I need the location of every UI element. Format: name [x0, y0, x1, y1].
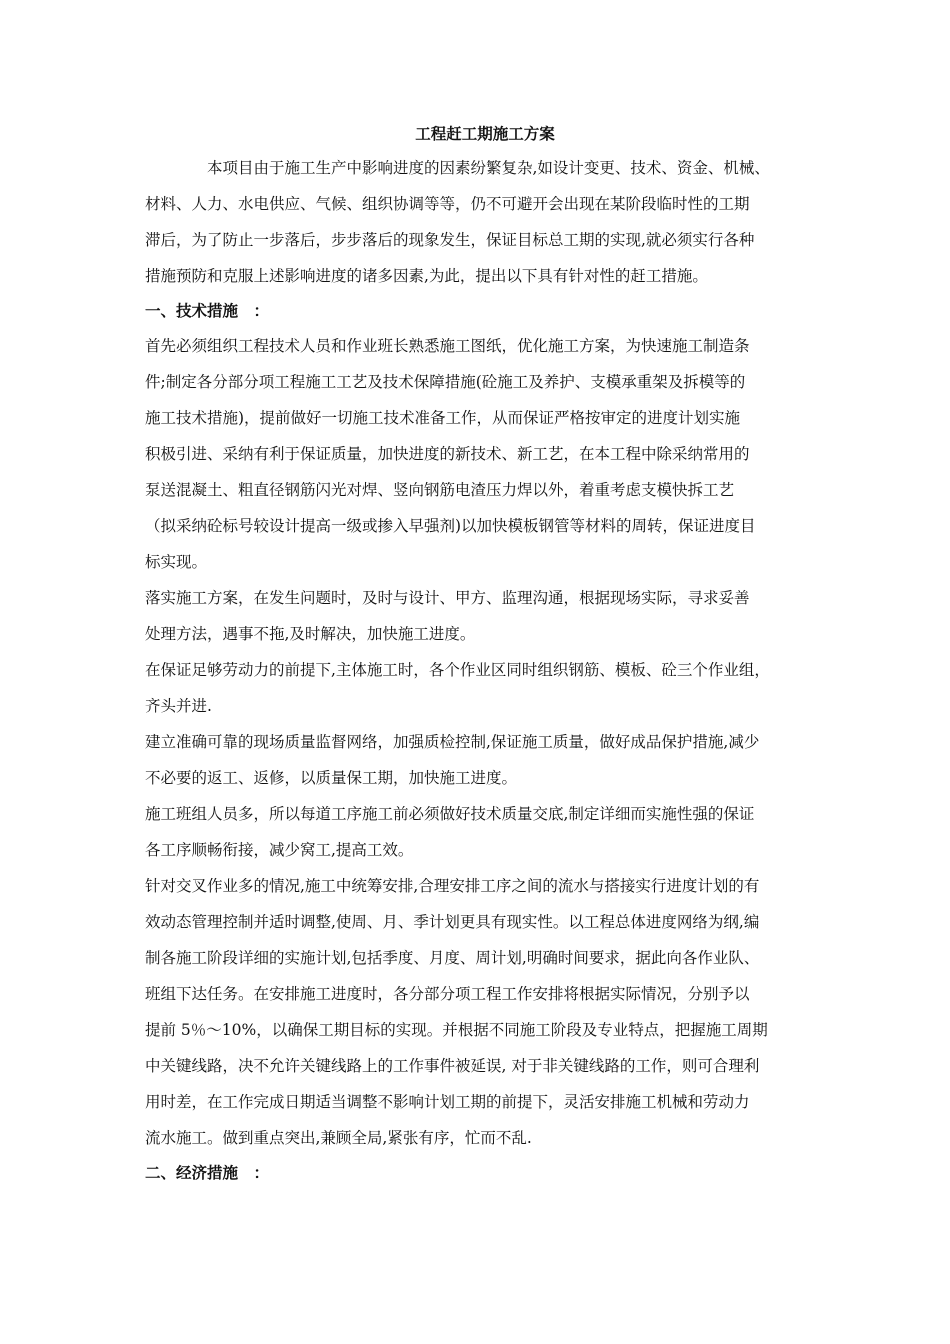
paragraph-line: 处理方法，遇事不拖,及时解决，加快施工进度。 [145, 625, 476, 643]
technical-paragraph [145, 724, 815, 796]
section-heading-technical: 一、技术措施 ： [145, 301, 270, 320]
paragraph-line: 制各施工阶段详细的实施计划,包括季度、月度、周计划,明确时间要求，据此向各作业队、 [145, 949, 760, 967]
paragraph-line: 提前 5％～10%，以确保工期目标的实现。并根据不同施工阶段及专业特点，把握施工周期 [145, 1021, 768, 1039]
technical-paragraph [145, 580, 815, 652]
paragraph-line: 齐头并进. [145, 697, 212, 715]
paragraph-line: 标实现。 [145, 553, 208, 571]
paragraph-line: 建立准确可靠的现场质量监督网络，加强质检控制,保证施工质量，做好成品保护措施,减少 [145, 733, 760, 751]
paragraph-line: 施工班组人员多，所以每道工序施工前必须做好技术质量交底,制定详细而实施性强的保证 [145, 805, 755, 823]
paragraph-line: 在保证足够劳动力的前提下,主体施工时，各个作业区同时组织钢筋、模板、砼三个作业组， [145, 661, 770, 679]
document-page [145, 120, 815, 1190]
paragraph-line: 首先必须组织工程技术人员和作业班长熟悉施工图纸，优化施工方案，为快速施工制造条 [145, 337, 750, 355]
document-title: 工程赶工期施工方案 [415, 124, 555, 143]
paragraph-line: 用时差，在工作完成日期适当调整不影响计划工期的前提下，灵活安排施工机械和劳动力 [145, 1093, 750, 1111]
section-technical-body [145, 328, 815, 1156]
technical-paragraph [145, 328, 815, 436]
intro-line: 本项目由于施工生产中影响进度的因素纷繁复杂,如设计变更、技术、资金、机械、 [207, 159, 770, 177]
paragraph-line: 针对交叉作业多的情况,施工中统筹安排,合理安排工序之间的流水与搭接实行进度计划的有 [145, 877, 760, 895]
paragraph-line: 各工序顺畅衔接，减少窝工,提高工效。 [145, 841, 414, 859]
intro-line: 措施预防和克服上述影响进度的诸多因素,为此，提出以下具有针对性的赶工措施。 [145, 267, 708, 285]
intro-line: 材料、人力、水电供应、气候、组织协调等等，仍不可避开会出现在某阶段临时性的工期 [145, 195, 750, 213]
paragraph-line: 落实施工方案，在发生问题时，及时与设计、甲方、监理沟通，根据现场实际，寻求妥善 [145, 589, 750, 607]
paragraph-line: 施工技术措施)，提前做好一切施工技术准备工作，从而保证严格按审定的进度计划实施 [145, 409, 741, 427]
paragraph-line: 不必要的返工、返修，以质量保工期，加快施工进度。 [145, 769, 518, 787]
paragraph-line: 件;制定各分部分项工程施工工艺及技术保障措施(砼施工及养护、支模承重架及拆模等的 [145, 373, 746, 391]
technical-paragraph [145, 652, 815, 724]
section-heading-economic: 二、经济措施 ： [145, 1163, 270, 1182]
paragraph-line: 积极引进、采纳有利于保证质量，加快进度的新技术、新工艺，在本工程中除采纳常用的 [145, 445, 750, 463]
paragraph-line: 中关键线路，决不允许关键线路上的工作事件被延误, 对于非关键线路的工作，则可合理利 [145, 1057, 760, 1075]
intro-line: 滞后，为了防止一步落后，步步落后的现象发生，保证目标总工期的实现,就必须实行各种 [145, 231, 755, 249]
paragraph-line: 泵送混凝土、粗直径钢筋闪光对焊、竖向钢筋电渣压力焊以外，着重考虑支模快拆工艺 [145, 481, 735, 499]
technical-paragraph [145, 436, 815, 580]
technical-paragraph [145, 796, 815, 868]
paragraph-line: 班组下达任务。在安排施工进度时，各分部分项工程工作安排将根据实际情况，分别予以 [145, 985, 750, 1003]
technical-paragraph [145, 868, 815, 1156]
paragraph-line: 流水施工。做到重点突出,兼顾全局,紧张有序，忙而不乱. [145, 1129, 532, 1147]
paragraph-line: 效动态管理控制并适时调整,使周、月、季计划更具有现实性。以工程总体进度网络为纲,编 [145, 913, 760, 931]
paragraph-line: （拟采纳砼标号较设计提高一级或掺入早强剂)以加快模板钢管等材料的周转，保证进度目 [145, 517, 756, 535]
intro-paragraph [145, 150, 815, 294]
